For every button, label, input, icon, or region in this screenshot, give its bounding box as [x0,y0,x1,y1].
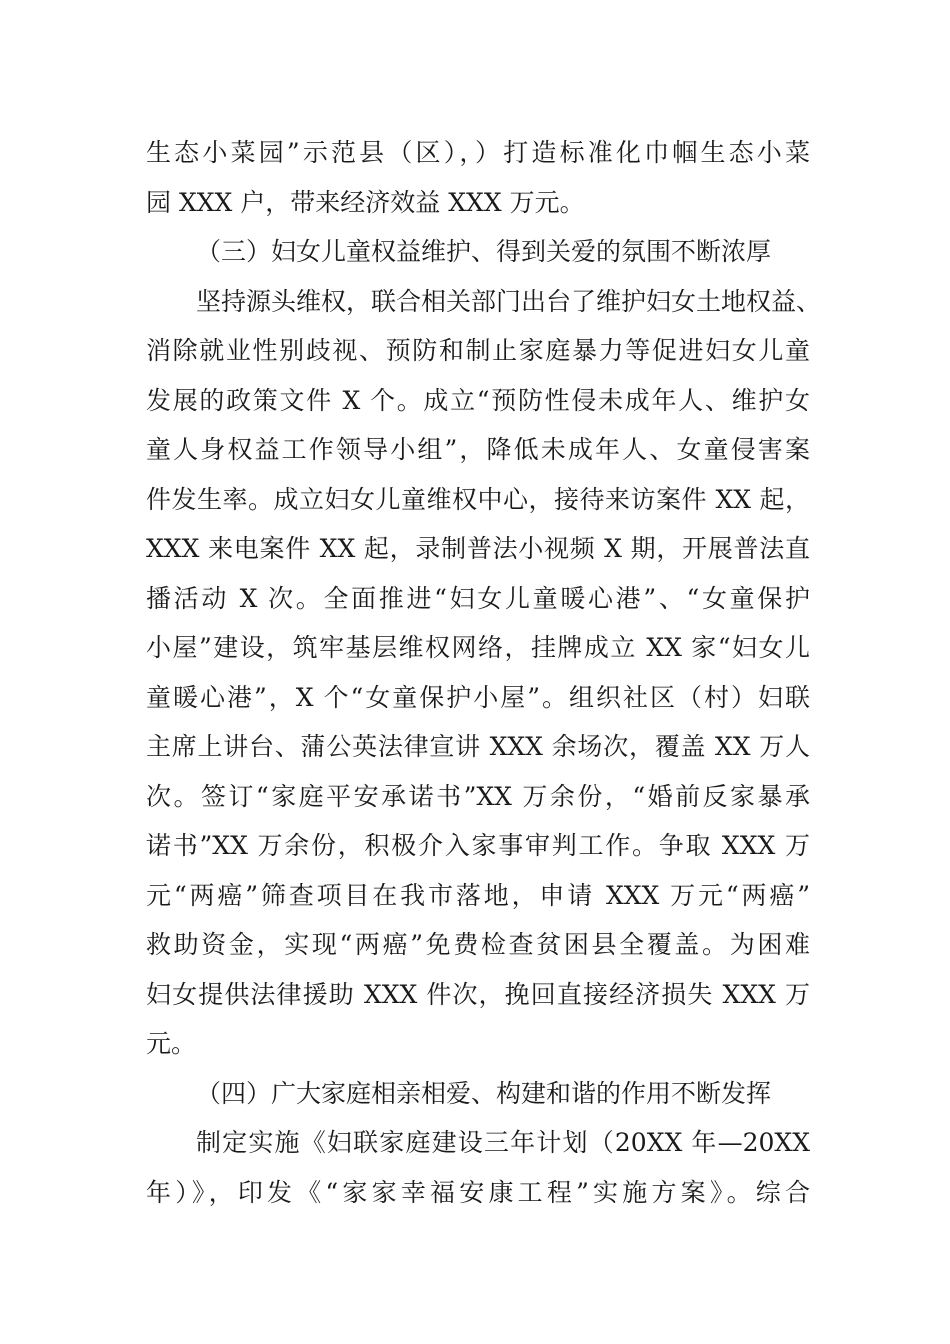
paragraph-line: 童人身权益工作领导小组”，降低未成年人、女童侵害案 [146,435,810,464]
document-body [146,128,822,1217]
section-heading-3: （三）妇女儿童权益维护、得到关爱的氛围不断浓厚 [196,237,772,266]
paragraph-line: 生态小菜园”示范县（区），）打造标准化巾帼生态小菜 [146,138,810,167]
paragraph-line: 制定实施《妇联家庭建设三年计划（20XX 年—20XX [196,1128,810,1157]
paragraph-line: 童暖心港”，X 个“女童保护小屋”。组织社区（村）妇联 [146,682,810,712]
paragraph-line: 坚持源头维权，联合相关部门出台了维护妇女土地权益、 [196,286,822,316]
paragraph-line: 诺书”XX 万余份，积极介入家事审判工作。争取 XXX 万 [146,831,810,860]
paragraph-line: 主席上讲台、蒲公英法律宣讲 XXX 余场次，覆盖 XX 万人 [146,732,810,761]
paragraph-line: XXX 来电案件 XX 起，录制普法小视频 X 期，开展普法直 [146,534,810,563]
paragraph-line: 元“两癌”筛查项目在我市落地，申请 XXX 万元“两癌” [146,880,810,910]
paragraph-line: 年）》，印发《“家家幸福安康工程”实施方案》。综合 [146,1177,810,1207]
paragraph-line: 元。 [146,1029,197,1058]
paragraph-line: 件发生率。成立妇女儿童维权中心，接待来访案件 XX 起， [146,484,810,514]
paragraph-line: 播活动 X 次。全面推进“妇女儿童暖心港”、“女童保护 [146,583,810,613]
paragraph-line: 园 XXX 户，带来经济效益 XXX 万元。 [146,187,585,217]
section-heading-4: （四）广大家庭相亲相爱、构建和谐的作用不断发挥 [196,1078,772,1108]
paragraph-line: 消除就业性别歧视、预防和制止家庭暴力等促进妇女儿童 [146,336,810,365]
paragraph-line: 发展的政策文件 X 个。成立“预防性侵未成年人、维护女 [146,385,810,415]
paragraph-line: 妇女提供法律援助 XXX 件次，挽回直接经济损失 XXX 万 [146,979,810,1009]
paragraph-line: 次。签订“家庭平安承诺书”XX 万余份，“婚前反家暴承 [146,781,810,811]
paragraph-line: 小屋”建设，筑牢基层维权网络，挂牌成立 XX 家“妇女儿 [146,633,810,662]
paragraph-line: 救助资金，实现“两癌”免费检查贫困县全覆盖。为困难 [146,930,810,959]
